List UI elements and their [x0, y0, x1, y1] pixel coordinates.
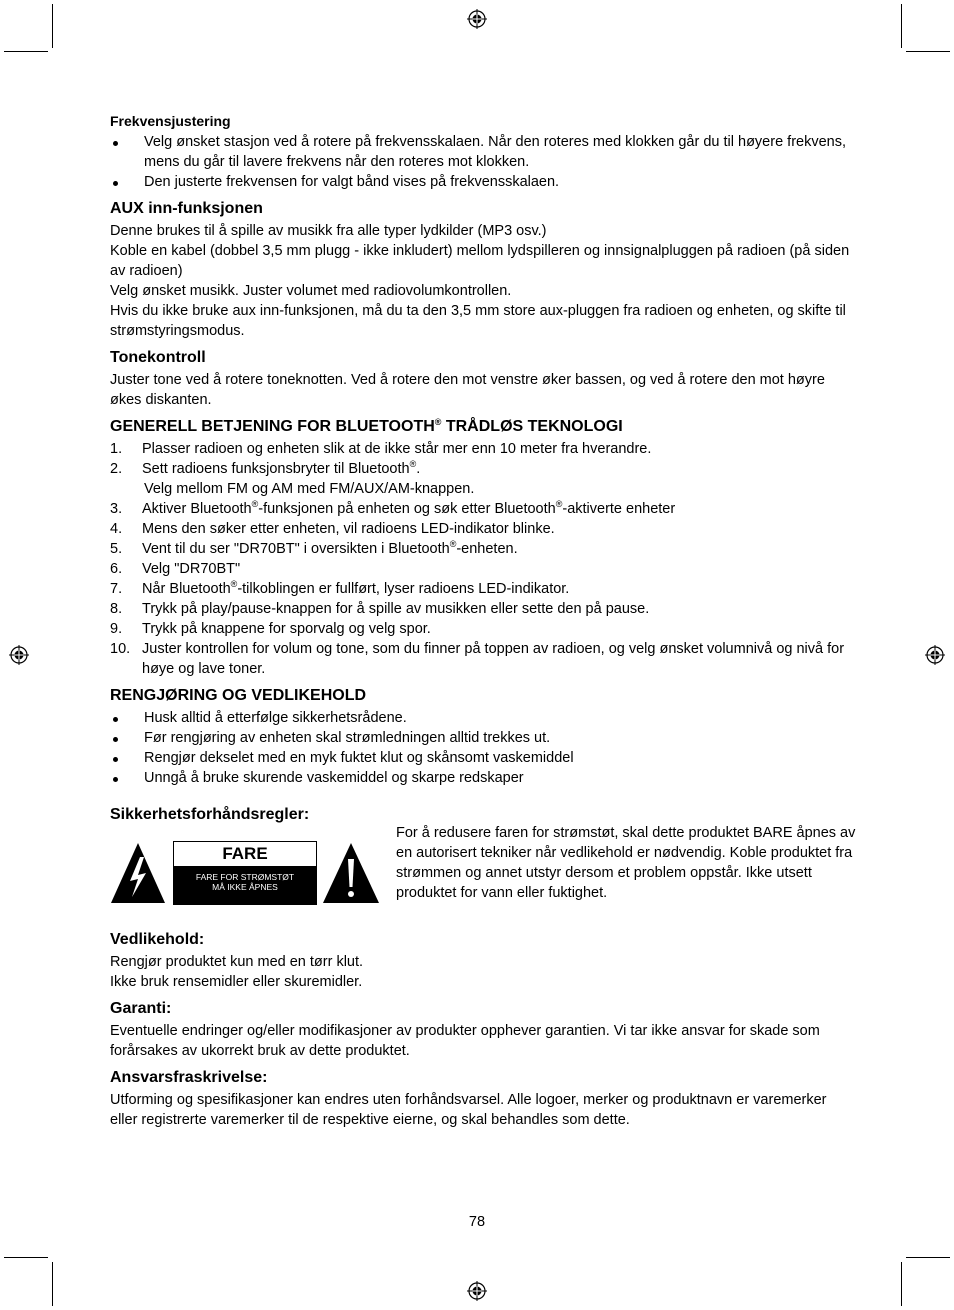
crop-mark [52, 1262, 53, 1306]
section-title-bluetooth: GENERELL BETJENING FOR BLUETOOTH® TRÅDLØS TEKNOLOGI [110, 417, 623, 435]
list-item: Unngå å bruke skurende vaskemiddel og skarpe redskaper [110, 768, 850, 788]
fare-line: MÅ IKKE ÅPNES [212, 882, 278, 892]
exclamation-warning-icon [322, 841, 380, 905]
registration-mark-icon [467, 1281, 487, 1301]
crop-mark [901, 4, 902, 48]
list-item: 9. Trykk på knappene for sporvalg og velg spor. [110, 621, 431, 637]
aux-line: Velg ønsket musikk. Juster volumet med radiovolumkontrollen. [110, 283, 512, 299]
section-title-sikkerhet: Sikkerhetsforhåndsregler: [110, 806, 310, 823]
fare-line: FARE FOR STRØMSTØT [195, 872, 295, 882]
registration-mark-icon [925, 645, 945, 665]
crop-mark [906, 1257, 950, 1258]
fare-label [173, 841, 317, 905]
warning-symbols [110, 841, 380, 905]
list-item: 7. Når Bluetooth®-tilkoblingen er fullført, lyser radioens LED-indikator. [110, 579, 570, 597]
list-item: Den justerte frekvensen for valgt bånd vises på frekvensskalaen. [110, 172, 850, 192]
bluetooth-steps [110, 439, 850, 679]
rengjoring-list [110, 708, 850, 788]
aux-line: Koble en kabel (dobbel 3,5 mm plugg - ikke inkludert) mellom lydspilleren og innsignalpluggen på radioen (på siden av radioen) [110, 243, 850, 279]
section-title-tone: Tonekontroll [110, 349, 206, 366]
registration-mark-icon [9, 645, 29, 665]
vedlikehold-line: Ikke bruk rensemidler eller skuremidler. [110, 974, 363, 990]
list-item: Husk alltid å etterfølge sikkerhetsrådene. [110, 708, 850, 728]
garanti-text: Eventuelle endringer og/eller modifikasjoner av produkter opphever garantien. Vi tar ikke ansvar for skade som forårsakes av ukorrekt bruk av dette produktet. [110, 1023, 820, 1059]
tone-text: Juster tone ved å rotere toneknotten. Ved å rotere den mot venstre øker bassen, og ved å rotere den mot høyre økes diskanten. [110, 372, 825, 408]
vedlikehold-line: Rengjør produktet kun med en tørr klut. [110, 954, 364, 970]
list-item: 3. Aktiver Bluetooth®-funksjonen på enheten og søk etter Bluetooth®-aktiverte enheter [110, 499, 676, 517]
crop-mark [901, 1262, 902, 1306]
list-item: 2. Sett radioens funksjonsbryter til Bluetooth®. Velg mellom FM og AM med FM/AUX/AM-knappen. [110, 459, 475, 497]
ansvar-text: Utforming og spesifikasjoner kan endres uten forhåndsvarsel. Alle logoer, merker og produktnavn er varemerker eller registrerte varemerker til de respektive eierne, og skal behandles som dette. [110, 1092, 827, 1128]
list-item: 10. Juster kontrollen for volum og tone, som du finner på toppen av radioen, og velg ønsket volumnivå og nivå for høye og lave toner. [110, 641, 845, 677]
crop-mark [4, 1257, 48, 1258]
crop-mark [906, 51, 950, 52]
list-item: Før rengjøring av enheten skal strømledningen alltid trekkes ut. [110, 728, 850, 748]
crop-mark [4, 51, 48, 52]
list-item: Velg ønsket stasjon ved å rotere på frekvensskalaen. Når den roteres med klokken går du til høyere frekvens, mens du går til lavere frekvens når den roteres mot klokken. [110, 132, 850, 172]
section-title-rengjoring: RENGJØRING OG VEDLIKEHOLD [110, 687, 367, 704]
list-item: 5. Vent til du ser "DR70BT" i oversikten i Bluetooth®-enheten. [110, 539, 518, 557]
list-item: 8. Trykk på play/pause-knappen for å spille av musikken eller sette den på pause. [110, 601, 650, 617]
section-title-aux: AUX inn-funksjonen [110, 200, 263, 217]
list-item: 1. Plasser radioen og enheten slik at de ikke står mer enn 10 meter fra hverandre. [110, 441, 652, 457]
safety-text: For å redusere faren for strømstøt, skal dette produktet BARE åpnes av en autorisert tekniker når vedlikehold er nødvendig. Koble produktet fra strømmen og annet utstyr dersom et problem oppstår. Ikke utsett produktet for vann eller fuktighet. [396, 825, 856, 901]
lightning-warning-icon [110, 841, 166, 905]
aux-line: Denne brukes til å spille av musikk fra alle typer lydkilder (MP3 osv.) [110, 223, 547, 239]
list-item: Rengjør dekselet med en myk fuktet klut og skånsomt vaskemiddel [110, 748, 850, 768]
section-title-frekvens: Frekvensjustering [110, 113, 231, 129]
safety-warning-block [110, 825, 856, 923]
section-title-ansvar: Ansvarsfraskrivelse: [110, 1069, 268, 1086]
list-item: 4. Mens den søker etter enheten, vil radioens LED-indikator blinke. [110, 521, 555, 537]
frekvens-list [110, 132, 850, 192]
aux-line: Hvis du ikke bruke aux inn-funksjonen, må du ta den 3,5 mm store aux-pluggen fra radioen og enheten, og skifte til strømstyringsmodus. [110, 303, 846, 339]
crop-mark [52, 4, 53, 48]
list-item: 6. Velg "DR70BT" [110, 561, 241, 577]
section-title-vedlikehold: Vedlikehold: [110, 931, 205, 948]
section-title-garanti: Garanti: [110, 1000, 172, 1017]
page-content [110, 112, 856, 1130]
registration-mark-icon [467, 9, 487, 29]
page-number: 78 [468, 1214, 486, 1230]
fare-title: FARE [174, 842, 316, 866]
